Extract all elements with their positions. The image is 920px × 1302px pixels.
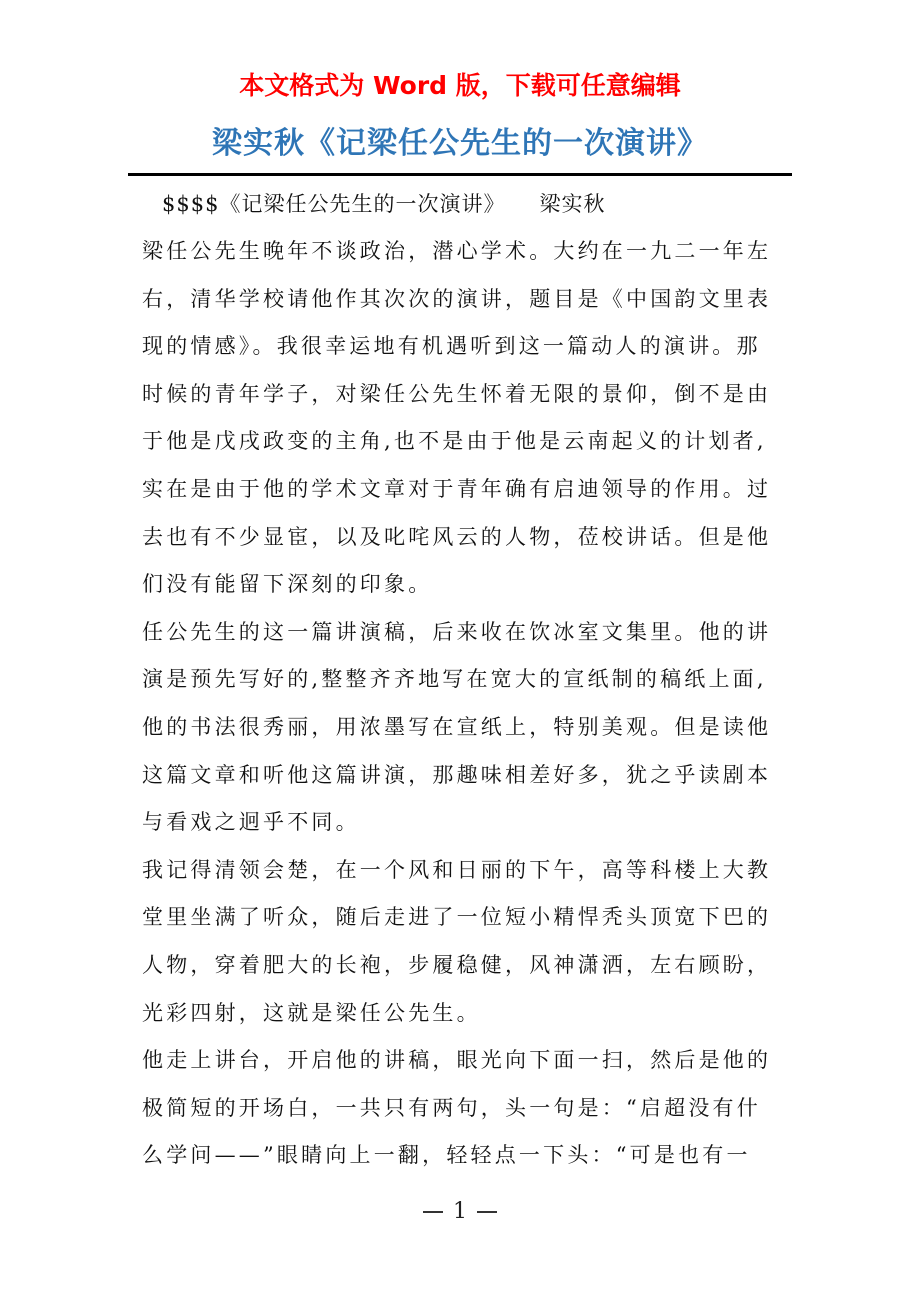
text-line: 光彩四射，这就是梁任公先生。 — [142, 1000, 481, 1025]
text-line: 于他是戊戌政变的主角,也不是由于他是云南起义的计划者, — [142, 429, 767, 454]
footer-dash-right — [477, 1211, 497, 1213]
text-line: 梁任公先生晚年不谈政治，潜心学术。大约在一九二一年左 — [142, 239, 772, 263]
subheading-prefix: $$$$ — [162, 192, 220, 216]
footer-dash-left — [423, 1211, 443, 1213]
text-line: 么学问——”眼睛向上一翻，轻轻点一下头：“可是也有一 — [142, 1143, 751, 1168]
text-line: 任公先生的这一篇讲演稿，后来收在饮冰室文集里。他的讲 — [142, 619, 772, 644]
page-number: 1 — [453, 1199, 467, 1224]
text-line: 现的情感》。我很幸运地有机遇听到这一篇动人的演讲。那 — [142, 334, 761, 359]
document-title: 梁实秋《记梁任公先生的一次演讲》 — [212, 126, 708, 161]
page-footer — [0, 1192, 920, 1232]
paragraph-1 — [142, 228, 792, 609]
text-line: 堂里坐满了听众，随后走进了一位短小精悍秃头顶宽下巴的 — [142, 905, 772, 930]
paragraph-3 — [142, 847, 792, 1037]
text-line: 实在是由于他的学术文章对于青年确有启迪领导的作用。过 — [142, 476, 772, 501]
document-body — [142, 180, 792, 1180]
title-divider — [128, 173, 792, 176]
text-line: 他的书法很秀丽，用浓墨写在宣纸上，特别美观。但是读他 — [142, 714, 772, 739]
text-line: 人物，穿着肥大的长袍，步履稳健，风神潇洒，左右顾盼， — [142, 952, 772, 977]
text-line: 与看戏之迥乎不同。 — [142, 810, 360, 835]
text-line: 我记得清领会楚，在一个风和日丽的下午，高等科楼上大教 — [142, 857, 772, 882]
text-line: 极简短的开场白，一共只有两句，头一句是：“启超没有什 — [142, 1095, 761, 1120]
text-line: 演是预先写好的,整整齐齐地写在宽大的宣纸制的稿纸上面, — [142, 667, 767, 692]
subheading — [142, 180, 792, 228]
text-line: 这篇文章和听他这篇讲演，那趣味相差好多，犹之乎读剧本 — [142, 762, 772, 787]
text-line: 们没有能留下深刻的印象。 — [142, 572, 433, 597]
subheading-author: 梁实秋 — [539, 192, 606, 216]
format-banner: 本文格式为 Word 版，下载可任意编辑 — [239, 71, 681, 100]
paragraph-4 — [142, 1037, 792, 1180]
text-line: 去也有不少显宦，以及叱咤风云的人物，莅校讲话。但是他 — [142, 524, 772, 549]
text-line: 右，清华学校请他作其次次的演讲，题目是《中国韵文里表 — [142, 286, 772, 311]
paragraph-2 — [142, 609, 792, 847]
subheading-work: 《记梁任公先生的一次演讲》 — [219, 192, 506, 216]
text-line: 他走上讲台，开启他的讲稿，眼光向下面一扫，然后是他的 — [142, 1048, 772, 1073]
text-line: 时候的青年学子，对梁任公先生怀着无限的景仰，倒不是由 — [142, 381, 772, 406]
